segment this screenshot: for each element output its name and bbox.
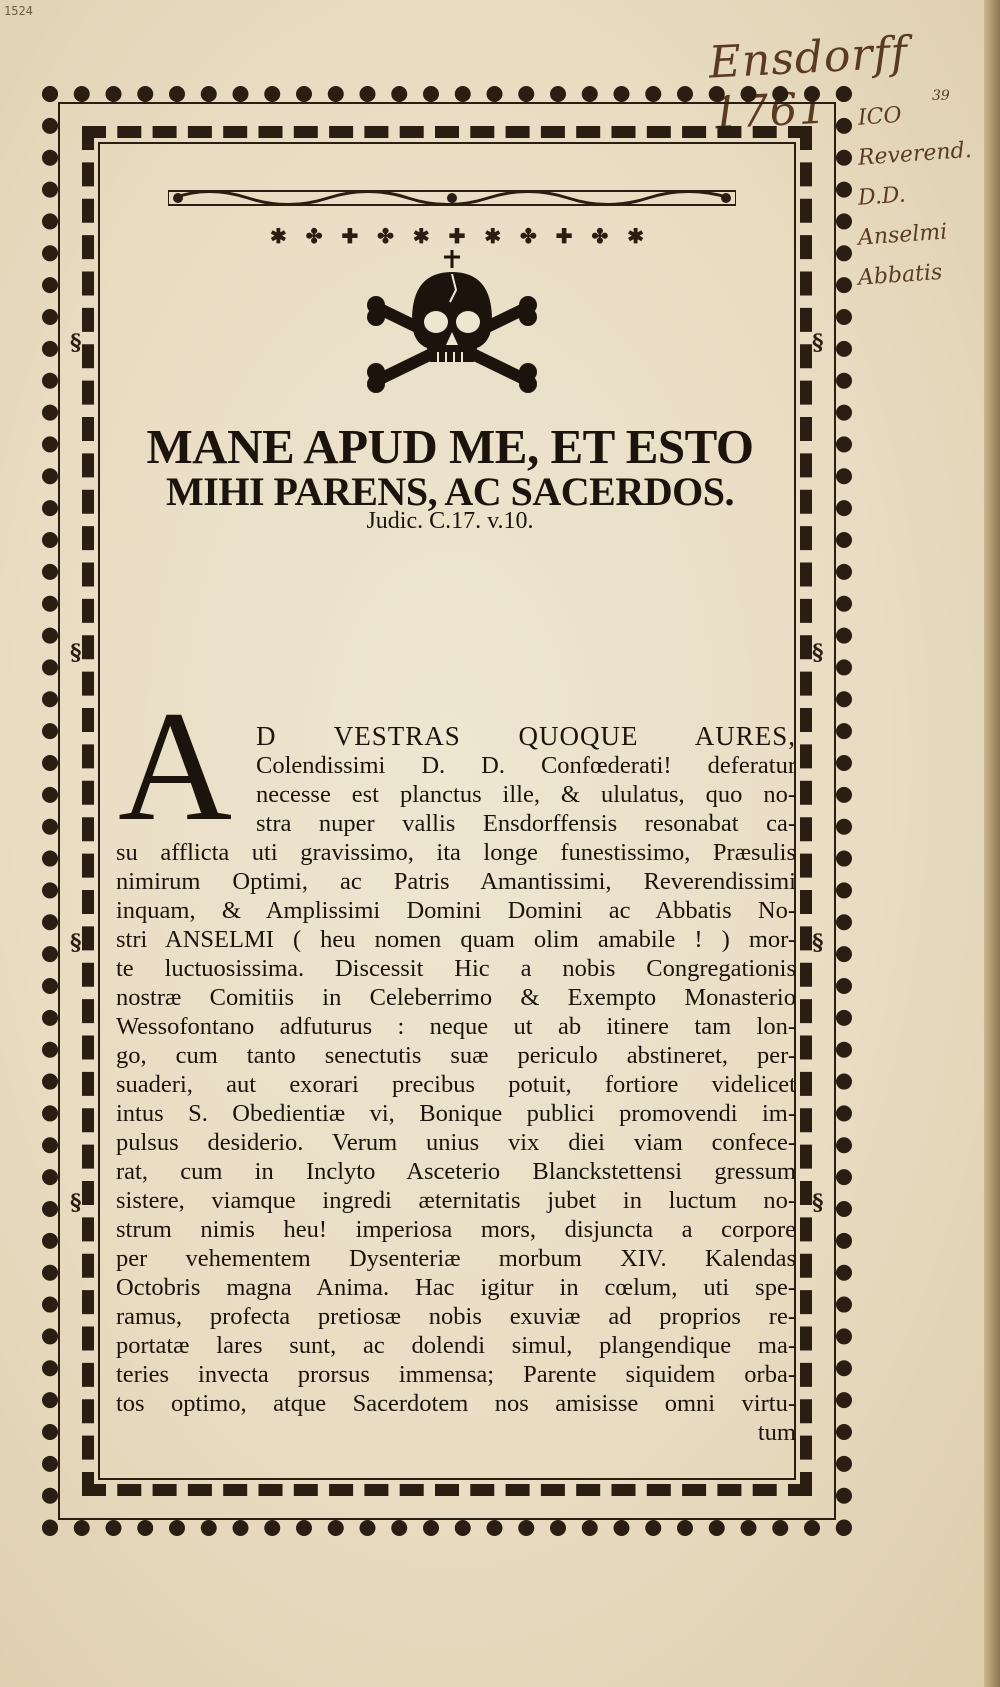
fleuron-icon: §: [70, 930, 82, 956]
text-line: rat, cum in Inclyto Asceterio Blanckstettensi gressum: [116, 1158, 796, 1185]
handwritten-top-note: Ensdorff 1761: [707, 27, 910, 140]
book-spine-edge: [984, 0, 1000, 1687]
margin-note-line: Anselmi: [857, 219, 949, 251]
catchword: tum: [757, 1419, 796, 1446]
text-line: suaderi, aut exorari precibus potuit, fortiore videlicet: [116, 1071, 796, 1098]
text-line: sistere, viamque ingredi æternitatis jubet in luctum no-: [116, 1187, 796, 1214]
ornament-bar-icon: [168, 185, 736, 211]
body-text: [116, 722, 796, 1447]
text-line: Wessofontano adfuturus : neque ut ab itinere tam lon-: [116, 1013, 796, 1040]
fleuron-icon: §: [812, 330, 824, 356]
text-line: tos optimo, atque Sacerdotem nos amisisse omni virtu-: [116, 1390, 796, 1417]
text-line: inquam, & Amplissimi Domini Domini ac Abbatis No-: [116, 897, 796, 924]
text-line: D VESTRAS QUOQUE AURES,: [256, 721, 796, 751]
text-line: per vehementem Dysenteriæ morbum XIV. Kalendas: [116, 1245, 796, 1272]
margin-note-line: D.D.: [857, 182, 907, 211]
text-line: intus S. Obedientiæ vi, Bonique publici promovendi im-: [116, 1100, 796, 1127]
title-line-1: MANE APUD ME, ET ESTO: [146, 419, 754, 474]
fleuron-icon: §: [70, 640, 82, 666]
text-line: strum nimis heu! imperiosa mors, disjuncta a corpore: [116, 1216, 796, 1243]
drop-cap: A: [118, 679, 233, 854]
text-line: necesse est planctus ille, & ululatus, quo no-: [256, 781, 796, 808]
text-line: Colendissimi D. D. Confœderati! deferatur: [256, 752, 796, 779]
fleuron-icon: §: [812, 930, 824, 956]
text-line: nostræ Comitiis in Celeberrimo & Exempto Monasterio: [116, 984, 796, 1011]
text-line: Octobris magna Anima. Hac igitur in cœlum, uti spe-: [116, 1274, 796, 1301]
margin-note-line: ICO: [857, 102, 903, 131]
text-line: su afflicta uti gravissimo, ita longe funestissimo, Præsulis: [116, 839, 796, 866]
archive-mark: 1524: [4, 4, 33, 18]
title-line-2: MIHI PARENS, AC SACERDOS.: [166, 469, 734, 514]
text-line: go, cum tanto senectutis suæ periculo abstineret, per-: [116, 1042, 796, 1069]
text-line: te luctuosissima. Discessit Hic a nobis Congregationis: [116, 955, 796, 982]
fleuron-icon: §: [70, 1190, 82, 1216]
text-line: ramus, profecta pretiosæ nobis exuviæ ad proprios re-: [116, 1303, 796, 1330]
handwritten-page-number: 39: [932, 88, 950, 104]
ornament-row-icon: ✱ ✤ ✚ ✤ ✱ ✚ ✱ ✤ ✚ ✤ ✱: [270, 224, 650, 248]
skull-crossbones-icon: [362, 250, 542, 400]
text-line: stri ANSELMI ( heu nomen quam olim amabile ! ) mor-: [116, 926, 796, 953]
text-line: nimirum Optimi, ac Patris Amantissimi, Reverendissimi: [116, 868, 796, 895]
fleuron-icon: §: [70, 330, 82, 356]
fleuron-icon: §: [812, 1190, 824, 1216]
text-line: pulsus desiderio. Verum unius vix diei viam confece-: [116, 1129, 796, 1156]
text-line: portatæ lares sunt, ac dolendi simul, plangendique ma-: [116, 1332, 796, 1359]
margin-note-line: Reverend.: [857, 137, 973, 171]
margin-note-line: Abbatis: [857, 259, 944, 291]
scripture-reference: Judic. C.17. v.10.: [366, 508, 534, 534]
fleuron-icon: §: [812, 640, 824, 666]
text-line: teries invecta prorsus immensa; Parente siquidem orba-: [116, 1361, 796, 1388]
text-line: stra nuper vallis Ensdorffensis resonabat ca-: [256, 810, 796, 837]
